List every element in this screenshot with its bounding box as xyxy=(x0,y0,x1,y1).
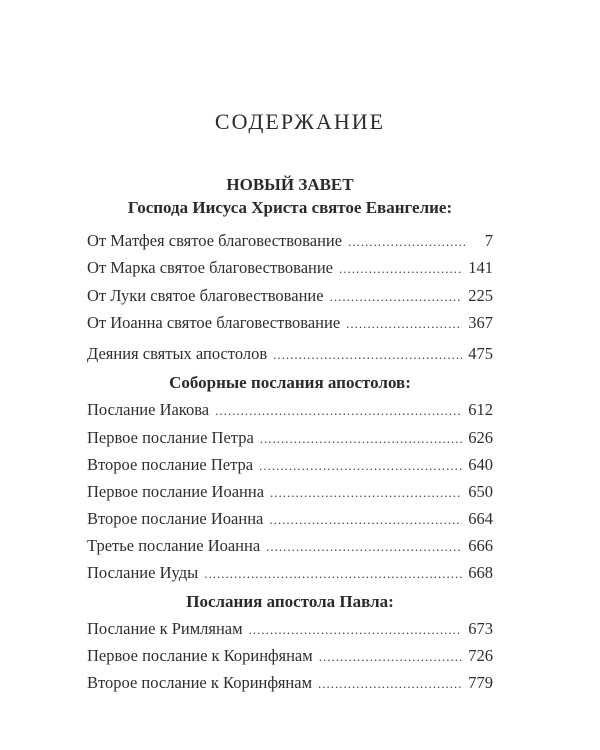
section-heading-new-testament: НОВЫЙ ЗАВЕТ xyxy=(226,175,354,194)
toc-entry-title: Деяния святых апостолов xyxy=(87,344,268,363)
toc-leader-dots xyxy=(273,347,462,363)
toc-entry-page: 367 xyxy=(468,313,493,332)
toc-entry-page: 475 xyxy=(468,344,493,363)
page-title: СОДЕРЖАНИЕ xyxy=(214,109,386,134)
toc-entry-title: Первое послание к Коринфянам xyxy=(87,646,313,665)
section-heading-pauline-epistles: Послания апостола Павла: xyxy=(186,592,394,611)
toc-leader-dots xyxy=(260,431,462,447)
toc-leader-dots xyxy=(259,458,462,474)
toc-entry-page: 612 xyxy=(468,400,493,419)
toc-entry-luke[interactable] xyxy=(87,286,493,310)
toc-entry-page: 664 xyxy=(468,509,493,528)
toc-entry-page: 640 xyxy=(468,455,493,474)
toc-entry-james[interactable] xyxy=(87,400,493,424)
section-heading-catholic-epistles: Соборные послания апостолов: xyxy=(169,373,411,392)
toc-entry-page: 7 xyxy=(484,231,493,250)
toc-entry-page: 626 xyxy=(468,428,493,447)
toc-entry-title: Послание Иакова xyxy=(87,400,210,419)
toc-entry-title: От Матфея святое благовествование xyxy=(87,231,343,250)
toc-leader-dots xyxy=(339,261,462,277)
toc-leader-dots xyxy=(266,539,462,555)
toc-leader-dots xyxy=(269,512,462,528)
toc-entry-title: Послание Иуды xyxy=(87,563,199,582)
toc-entry-2-peter[interactable] xyxy=(87,455,493,479)
toc-entry-title: Третье послание Иоанна xyxy=(87,536,261,555)
toc-leader-dots xyxy=(249,622,463,638)
toc-entry-page: 666 xyxy=(468,536,493,555)
toc-entry-2-corinthians[interactable] xyxy=(87,673,493,697)
toc-entry-jude[interactable] xyxy=(87,563,493,587)
toc-entry-2-john[interactable] xyxy=(87,509,493,533)
toc-entry-title: Послание к Римлянам xyxy=(87,619,243,638)
toc-leader-dots xyxy=(215,403,462,419)
toc-entry-mark[interactable] xyxy=(87,258,493,282)
toc-entry-title: Второе послание к Коринфянам xyxy=(87,673,313,692)
section-heading-gospel: Господа Иисуса Христа святое Евангелие: xyxy=(127,198,453,217)
toc-leader-dots xyxy=(319,649,463,665)
toc-entry-1-peter[interactable] xyxy=(87,428,493,452)
toc-entry-john[interactable] xyxy=(87,313,493,337)
toc-leader-dots xyxy=(318,676,462,692)
toc-entry-page: 141 xyxy=(468,258,493,277)
toc-entry-1-john[interactable] xyxy=(87,482,493,506)
toc-entry-1-corinthians[interactable] xyxy=(87,646,493,670)
toc-entry-page: 225 xyxy=(468,286,493,305)
toc-entry-title: Первое послание Иоанна xyxy=(87,482,265,501)
toc-leader-dots xyxy=(330,289,463,305)
toc-entry-title: Второе послание Петра xyxy=(87,455,254,474)
toc-entry-title: Второе послание Иоанна xyxy=(87,509,264,528)
toc-entry-page: 726 xyxy=(468,646,493,665)
toc-entry-matthew[interactable] xyxy=(87,231,493,255)
toc-leader-dots xyxy=(348,234,465,250)
toc-entry-page: 650 xyxy=(468,482,493,501)
toc-entry-title: От Марка святое благовествование xyxy=(87,258,334,277)
toc-entry-title: От Луки святое благовествование xyxy=(87,286,324,305)
toc-entry-page: 668 xyxy=(468,563,493,582)
toc-entry-3-john[interactable] xyxy=(87,536,493,560)
toc-entry-page: 673 xyxy=(468,619,493,638)
toc-leader-dots xyxy=(204,566,462,582)
toc-entry-page: 779 xyxy=(468,673,493,692)
toc-entry-romans[interactable] xyxy=(87,619,493,643)
toc-leader-dots xyxy=(270,485,462,501)
toc-entry-title: Первое послание Петра xyxy=(87,428,254,447)
toc-entry-acts[interactable] xyxy=(87,344,493,368)
toc-leader-dots xyxy=(346,316,462,332)
toc-entry-title: От Иоанна святое благовествование xyxy=(87,313,341,332)
